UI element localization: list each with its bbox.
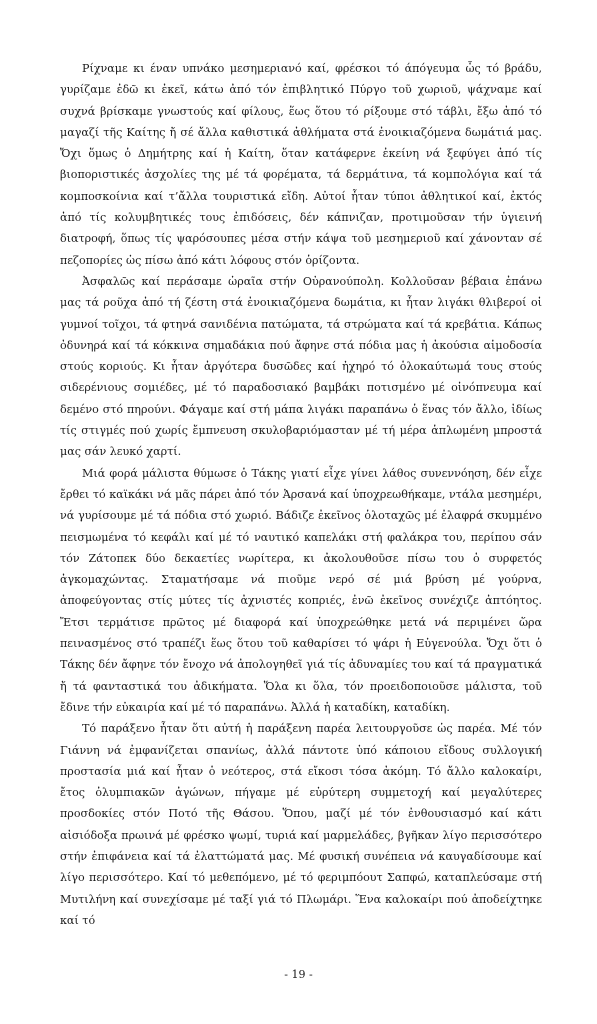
paragraph-3: Μιά φορά μάλιστα θύμωσε ὁ Τάκης γιατί εἶχε γίνει λάθος συνεννόηση, δέν εἶχε ἔρθει τό καϊκάκι νά μᾶς πάρει ἀπό τόν Ἀρσανά καί ὑποχρεωθήκαμε, ντάλα μεσημέρι, νά γυρίσουμε μέ τά πόδια στό χωριό. Βάδιζε ἐκεῖνος ὁλοταχῶς μέ ἐλαφρά σκυμμένο πεισμωμένα τό κεφάλι καί μέ τό ναυτικό καπελάκι στή φαλάκρα του, περίπου σάν τόν Ζάτοπεκ δύο δεκαετίες νωρίτερα, κι ἀκολουθοῦσε πίσω του ὁ συρφετός ἀγκομαχώντας. Σταματήσαμε νά πιοῦμε νερό σέ μιά βρύση μέ γούρνα, ἀποφεύγοντας στίς μύτες τίς ἀχνιστές κοπριές, ἐνῶ ἐκεῖνος συνέχιζε ἀπτόητος. Ἔτσι τερμάτισε πρῶτος μέ διαφορά καί ὑποχρεώθηκε μετά νά περιμένει ὥρα πεινασμένος στό τραπέζι ἕως ὅτου τοῦ καθαρίσει τό ψάρι ἡ Εὐγενούλα. Ὄχι ὅτι ὁ Τάκης δέν ἄφηνε τόν ἔνοχο νά ἀπολογηθεῖ γιά τίς ἀδυναμίες του καί τά πραγματικά ἤ τά φανταστικά του ἀδικήματα. Ὅλα κι ὅλα, τόν προειδοποιοῦσε μάλιστα, τοῦ ἔδινε τήν εὐκαιρία καί μέ τό παραπάνω. Ἀλλά ἡ καταδίκη, καταδίκη. [60,466,542,714]
paragraph-1: Ρίχναμε κι έναν υπνάκο μεσημεριανό καί, φρέσκοι τό άπόγευμα ὧς τό βράδυ, γυρίζαμε ἐδῶ κι ἐκεῖ, κάτω ἀπό τόν ἐπιβλητικό Πύργο τοῦ χωριοῦ, ψάχναμε καί συχνά βρίσκαμε γνωστούς καί φίλους, ἕως ὅτου τό ρίξουμε στό τάβλι, ἔξω ἀπό τό μαγαζί τῆς Καίτης ἤ σέ ἄλλα καθιστικά ἀθλήματα στά ἐνοικιαζόμενα δωμάτιά μας. Ὄχι ὅμως ὁ Δημήτρης καί ἡ Καίτη, ὅταν κατάφερνε ἐκείνη νά ξεφύγει ἀπό τίς βιοποριστικές ἀσχολίες της μέ τά φορέματα, τά δερμάτινα, τά κομπολόγια καί τά κομποσκοίνια καί τ’ἄλλα τουριστικά εἴδη. Αὐτοί ἦταν τύποι ἀθλητικοί καί, ἐκτός ἀπό τίς κολυμβητικές τους ἐπιδόσεις, δέν κάπνιζαν, προτιμοῦσαν τήν ὑγιεινή διατροφή, ὅπως τίς ψαρόσουπες μέσα στήν κάψα τοῦ μεσημεριοῦ καί χάνονταν σέ πεζοπορίες ὡς πίσω ἀπό κάτι λόφους στόν ὁρίζοντα. [60,62,542,267]
page-number: - 19 - [284,968,313,981]
paragraph-4: Τό παράξενο ἦταν ὅτι αὐτή ἡ παράξενη παρέα λειτουργοῦσε ὡς παρέα. Μέ τόν Γιάννη νά ἐμφανίζεται σπανίως, ἀλλά πάντοτε ὑπό κάποιου εἴδους συλλογική προστασία μιά καί ἦταν ὁ νεότερος, στά εἴκοσι τόσα ἀκόμη. Τό ἄλλο καλοκαίρι, ἔτος ὀλυμπιακῶν ἀγώνων, πήγαμε μέ εὐρύτερη συμμετοχή καί μεγαλύτερες προσδοκίες στόν Ποτό τῆς Θάσου. Ὅπου, μαζί μέ τόν ἐνθουσιασμό καί κάτι αἰσιόδοξα πρωινά μέ φρέσκο ψωμί, τυριά καί μαρμελάδες, βγῆκαν λίγο περισσότερο στήν ἐπιφάνεια καί τά ἐλαττώματά μας. Μέ φυσική συνέπεια νά καυγαδίσουμε καί λίγο περισσότερο. Καί τό μεθεπόμενο, μέ τό φεριμπόουτ Σαπφώ, καταπλεύσαμε στή Μυτιλήνη καί συνεχίσαμε μέ ταξί γιά τό Πλωμάρι. Ἕνα καλοκαίρι πού ἀποδείχτηκε καί τό [60,722,542,927]
paragraph-2: Ἀσφαλῶς καί περάσαμε ὡραῖα στήν Οὐρανούπολη. Κολλοῦσαν βέβαια ἐπάνω μας τά ροῦχα ἀπό τή ζέστη στά ἐνοικιαζόμενα δωμάτια, κι ἦταν λιγάκι θλιβεροί οἱ γυμνοί τοῖχοι, τά φτηνά σανιδένια πατώματα, τά στρώματα καί τά κρεβάτια. Κάπως ὀδυνηρά καί τά κόκκινα σημαδάκια πού ἄφηνε στά πόδια μας ἡ ἀκούσια αἱμοδοσία στούς κοριούς. Κι ἦταν ἀργότερα δυσῶδες καί ἠχηρό τό ὁλοκαύτωμά τους στούς σιδερένιους σομιέδες, μέ τό παραδοσιακό βαμβάκι ποτισμένο μέ οἰνόπνευμα καί δεμένο στό πηρούνι. Φάγαμε καί στή μάπα λιγάκι παραπάνω ὁ ἕνας τόν ἄλλο, ἰδίως τίς στιγμές πού χωρίς ἔμπνευση σκυλοβαριόμασταν μέ τή μέρα ἁπλωμένη μπροστά μας σάν λευκό χαρτί. [60,274,542,459]
page-body [60,58,542,931]
